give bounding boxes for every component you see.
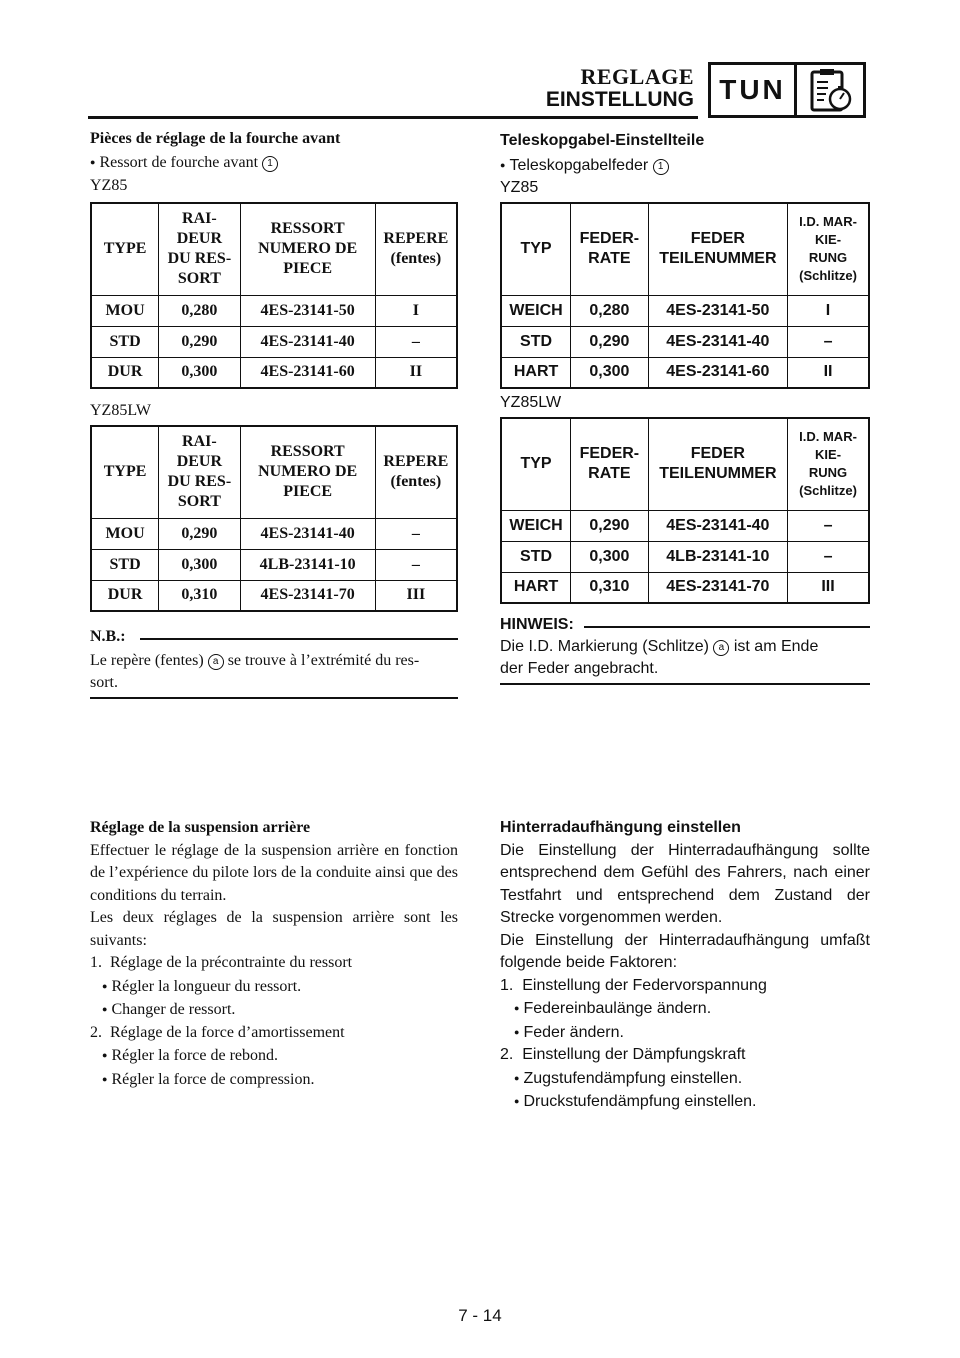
note-rule-bottom xyxy=(500,683,870,685)
ref-1-icon: 1 xyxy=(262,156,278,172)
ref-a-icon: a xyxy=(713,640,729,656)
list-bullet: ● Feder ändern. xyxy=(500,1021,870,1045)
rear-heading-fr: Réglage de la suspension arrière xyxy=(90,819,311,836)
model-yz85-de: YZ85 xyxy=(500,179,539,196)
table-row: STD 0,290 4ES-23141-40 – xyxy=(91,326,457,357)
table-row: STD 0,300 4LB-23141-10 – xyxy=(91,549,457,580)
col-part: FEDER TEILENUMMER xyxy=(648,418,787,510)
col-rate: RAI- DEUR DU RES- SORT xyxy=(159,203,240,295)
clipboard-stopwatch-icon xyxy=(797,65,863,115)
rear-paragraph-de-1: Die Einstellung der Hinterradaufhängung sollte entsprechend dem Gefühl des Fahrers, nach einer Testfahrt und entsprechend dem Zustand der Strecke vorgenommen werden. xyxy=(500,841,870,926)
note-label-de: HINWEIS: xyxy=(500,616,574,633)
col-mark: I.D. MAR- KIE- RUNG (Schlitze) xyxy=(788,418,869,510)
ref-1-icon: 1 xyxy=(653,159,669,175)
list-item: 1. Réglage de la précontrainte du ressort xyxy=(90,954,353,971)
col-part: RESSORT NUMERO DE PIECE xyxy=(240,203,375,295)
note-text-de-2: der Feder angebracht. xyxy=(500,660,659,677)
note-label-fr: N.B.: xyxy=(90,628,126,645)
header-title-de: EINSTELLUNG xyxy=(545,88,694,111)
table-row: WEICH 0,280 4ES-23141-50 I xyxy=(501,295,869,326)
table-header xyxy=(91,203,457,295)
list-bullet: ● Federeinbaulänge ändern. xyxy=(500,997,870,1021)
note-rule-top xyxy=(584,626,870,628)
list-bullet: ● Régler la force de rebond. xyxy=(90,1044,458,1068)
col-type: TYP xyxy=(501,203,571,295)
list-bullet: ● Régler la longueur du ressort. xyxy=(90,975,458,999)
list-bullet: ● Changer de ressort. xyxy=(90,998,458,1022)
col-type: TYPE xyxy=(91,203,159,295)
list-bullet: ● Zugstufendämpfung einstellen. xyxy=(500,1067,870,1091)
rear-paragraph-fr-2: Les deux réglages de la suspension arrière sont les suivants: xyxy=(90,909,458,949)
fork-bullet-de: ● Teleskopgabelfeder 1 xyxy=(500,154,669,177)
table-header xyxy=(91,426,457,518)
note-text-fr: Le repère (fentes) a se trouve à l’extrémité du res- xyxy=(90,652,420,669)
rear-paragraph-de-2: Die Einstellung der Hinterradaufhängung umfaßt folgende beide Faktoren: xyxy=(500,931,870,971)
model-yz85lw-de: YZ85LW xyxy=(500,394,562,411)
list-item: 2. Einstellung der Dämpfungskraft xyxy=(500,1046,746,1063)
col-part: RESSORT NUMERO DE PIECE xyxy=(240,426,375,518)
table-row: DUR 0,300 4ES-23141-60 II xyxy=(91,357,457,388)
ref-a-icon: a xyxy=(208,654,224,670)
header-title-fr: REGLAGE xyxy=(580,64,694,89)
col-rate: FEDER- RATE xyxy=(571,418,649,510)
note-rule-top xyxy=(140,638,458,640)
table-row: STD 0,290 4ES-23141-40 – xyxy=(501,326,869,357)
spring-table-yz85-de xyxy=(500,202,870,389)
header-rule xyxy=(88,116,698,119)
table-row: DUR 0,310 4ES-23141-70 III xyxy=(91,580,457,611)
spring-table-yz85lw-fr xyxy=(90,425,458,612)
table-row: MOU 0,290 4ES-23141-40 – xyxy=(91,518,457,549)
col-part: FEDER TEILENUMMER xyxy=(648,203,787,295)
rear-heading-de: Hinterradaufhängung einstellen xyxy=(500,819,741,836)
col-type: TYPE xyxy=(91,426,159,518)
rear-section-fr xyxy=(90,817,458,1091)
col-rate: FEDER- RATE xyxy=(571,203,649,295)
fork-heading-fr: Pièces de réglage de la fourche avant xyxy=(90,130,341,147)
note-text-de: Die I.D. Markierung (Schlitze) a ist am Ende xyxy=(500,638,819,655)
section-code: TUN xyxy=(711,65,797,115)
model-yz85-fr: YZ85 xyxy=(90,177,128,194)
col-rate: RAI- DEUR DU RES- SORT xyxy=(159,426,240,518)
list-item: 2. Réglage de la force d’amortissement xyxy=(90,1023,345,1041)
spring-table-yz85-fr xyxy=(90,202,458,389)
rear-section-de xyxy=(500,817,870,1114)
spring-table-yz85lw-de xyxy=(500,417,870,604)
section-badge xyxy=(708,62,866,118)
list-bullet: ● Régler la force de compression. xyxy=(90,1068,458,1092)
col-mark: I.D. MAR- KIE- RUNG (Schlitze) xyxy=(788,203,869,295)
fork-heading-de: Teleskopgabel-Einstellteile xyxy=(500,132,705,149)
table-header xyxy=(501,203,869,295)
col-mark: REPERE (fentes) xyxy=(375,203,457,295)
col-type: TYP xyxy=(501,418,571,510)
rear-paragraph-fr-1: Effectuer le réglage de la suspension arrière en fonction de l’expérience du pilote lors de la conduite ainsi que des conditions du terrain. xyxy=(90,841,458,904)
fork-bullet-fr: ● Ressort de fourche avant 1 xyxy=(90,154,278,172)
table-row: HART 0,310 4ES-23141-70 III xyxy=(501,572,869,603)
note-text-fr-2: sort. xyxy=(90,674,118,691)
list-item: 1. Einstellung der Federvorspannung xyxy=(500,976,767,994)
col-mark: REPERE (fentes) xyxy=(375,426,457,518)
table-row: MOU 0,280 4ES-23141-50 I xyxy=(91,295,457,326)
table-row: STD 0,300 4LB-23141-10 – xyxy=(501,541,869,572)
table-row: WEICH 0,290 4ES-23141-40 – xyxy=(501,510,869,541)
note-rule-bottom xyxy=(90,697,458,699)
table-row: HART 0,300 4ES-23141-60 II xyxy=(501,357,869,388)
list-bullet: ● Druckstufendämpfung einstellen. xyxy=(500,1090,870,1114)
model-yz85lw-fr: YZ85LW xyxy=(90,402,152,419)
page-number: 7 - 14 xyxy=(458,1306,502,1325)
table-header xyxy=(501,418,869,510)
